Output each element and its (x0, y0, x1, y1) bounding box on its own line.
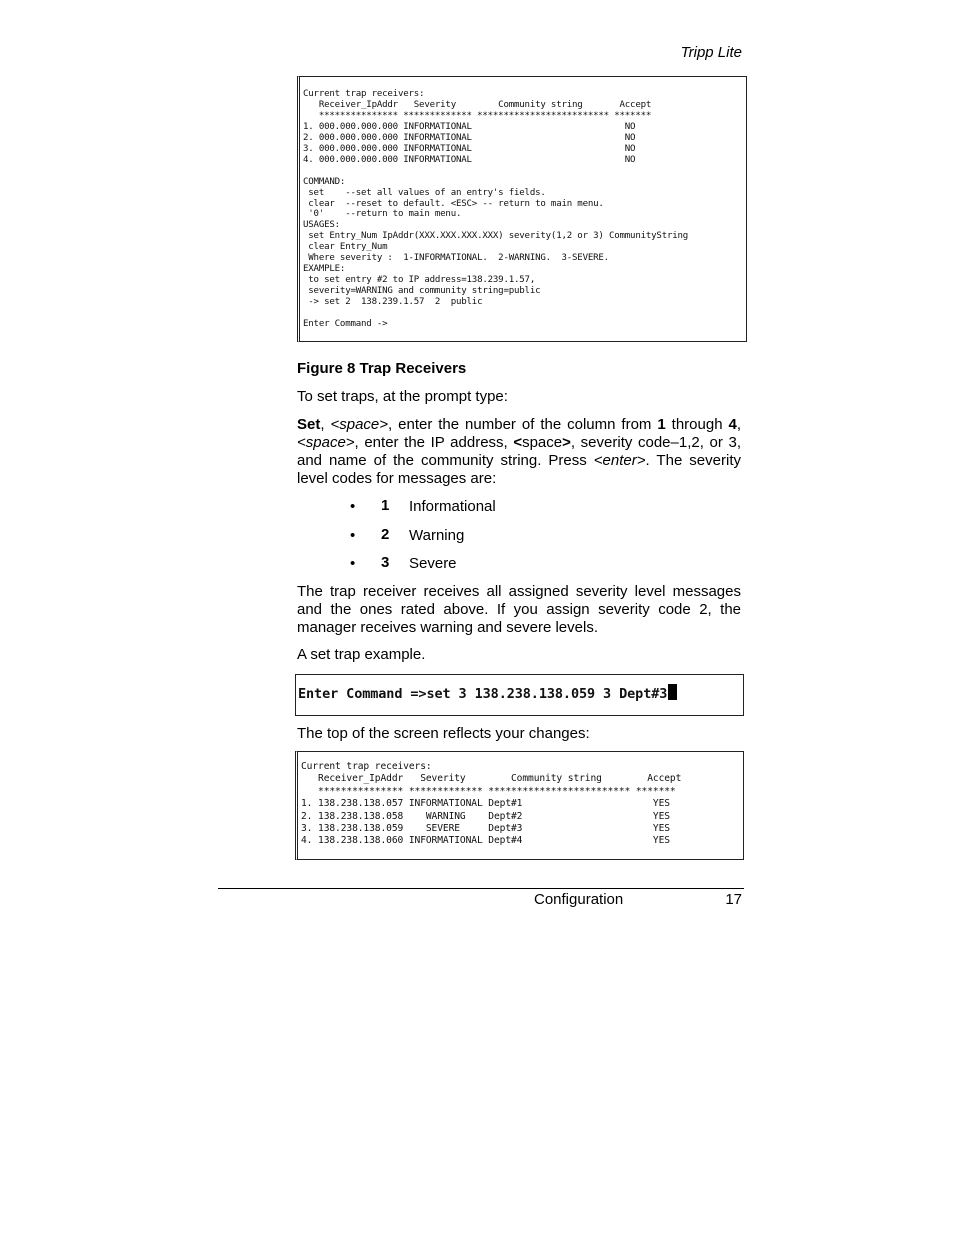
severity-label: Warning (409, 526, 465, 544)
screen-line: clear --reset to default. <ESC> -- return to main menu. (303, 198, 604, 209)
text-run: . The severity level codes for messages are: (297, 452, 741, 487)
figure-caption: Figure 8 Trap Receivers (297, 360, 467, 377)
bullet-icon: • (350, 555, 356, 572)
example-command-screenshot (295, 674, 744, 716)
severity-code: 2 (381, 525, 390, 543)
screen-line: -> set 2 138.239.1.57 2 public (303, 297, 483, 308)
command-text: Enter Command =>set 3 138.238.138.059 3 Dept#3 (298, 686, 668, 702)
text-run: , enter the IP address, (354, 434, 514, 451)
screen-line: Current trap receivers: (303, 89, 425, 99)
screen-line: Enter Command -> (303, 319, 388, 330)
screen-line: USAGES: (303, 220, 340, 231)
screen-line: set Entry_Num IpAddr(XXX.XXX.XXX.XXX) severity(1,2 or 3) CommunityString (303, 231, 689, 242)
screen-line (303, 166, 746, 177)
page-number: 17 (725, 891, 742, 908)
screen-line: *************** ************* ************************* ******* (301, 785, 676, 797)
enter-token: <enter> (593, 452, 646, 469)
screen-line: 1. 000.000.000.000 INFORMATIONAL NO (303, 121, 636, 132)
column-end: 4 (728, 416, 737, 433)
screen-line: set --set all values of an entry's fields. (303, 187, 546, 198)
severity-label: Severe (409, 555, 457, 572)
severity-label: Informational (409, 498, 496, 515)
bracket: > (562, 434, 571, 451)
screen-line: COMMAND: (303, 176, 346, 187)
running-header-brand: Tripp Lite (680, 44, 742, 61)
command-line (298, 684, 743, 703)
bullet-icon: • (350, 526, 356, 544)
screen-line: Receiver_IpAddr Severity Community string Accept (301, 773, 682, 785)
bracket: < (513, 434, 523, 451)
column-start: 1 (657, 416, 666, 433)
cursor-block (668, 684, 677, 700)
screen-line: to set entry #2 to IP address=138.239.1.57, (303, 275, 536, 286)
space-token: <space> (297, 434, 355, 451)
screen-line: 2. 138.238.138.058 WARNING Dept#2 YES (301, 810, 670, 822)
severity-code: 1 (381, 497, 390, 514)
text-run: , enter the number of the column from (388, 416, 658, 433)
result-intro: The top of the screen reflects your changes: (297, 725, 590, 742)
screen-line: 4. 138.238.138.060 INFORMATIONAL Dept#4 YES (301, 835, 670, 847)
text-run: , (736, 416, 742, 433)
trap-receivers-screenshot (297, 76, 747, 342)
footer-rule (218, 888, 744, 889)
screen-line: EXAMPLE: (303, 264, 346, 275)
screen-line: Receiver_IpAddr Severity Community string Accept (303, 99, 652, 110)
intro-paragraph: To set traps, at the prompt type: (297, 388, 508, 405)
space-token: space (522, 434, 563, 451)
screen-line: *************** ************* ************************* ******* (303, 110, 652, 121)
text-run: , (320, 416, 331, 433)
updated-receivers-screenshot (295, 751, 744, 860)
severity-code: 3 (381, 554, 390, 571)
screen-line: Current trap receivers: (301, 761, 432, 772)
screen-line: clear Entry_Num (303, 242, 388, 253)
screen-line: '0' --return to main menu. (303, 209, 462, 220)
screen-line: 4. 000.000.000.000 INFORMATIONAL NO (303, 154, 636, 165)
screen-line: 1. 138.238.138.057 INFORMATIONAL Dept#1 YES (301, 798, 670, 810)
bullet-icon: • (350, 498, 356, 515)
example-intro: A set trap example. (297, 646, 426, 663)
screen-line: 3. 138.238.138.059 SEVERE Dept#3 YES (301, 823, 670, 835)
space-token: <space> (330, 416, 389, 433)
text-run: through (665, 416, 729, 433)
screen-line (303, 308, 746, 319)
screen-line: Where severity : 1-INFORMATIONAL. 2-WARNING. 3-SEVERE. (303, 253, 609, 264)
screen-line: 2. 000.000.000.000 INFORMATIONAL NO (303, 132, 636, 143)
text-run: , severity code–1,2, or 3, and name of the community string. Press (297, 434, 741, 469)
screen-line: severity=WARNING and community string=public (303, 286, 541, 297)
screen-line: 3. 000.000.000.000 INFORMATIONAL NO (303, 143, 636, 154)
set-keyword: Set (297, 416, 321, 433)
instruction-paragraph (297, 416, 741, 488)
footer-section-name: Configuration (534, 891, 624, 908)
explanation-paragraph: The trap receiver receives all assigned severity level messages and the ones rated above. If you assign severity code 2, the manager receives warning and severe levels. (297, 583, 741, 636)
